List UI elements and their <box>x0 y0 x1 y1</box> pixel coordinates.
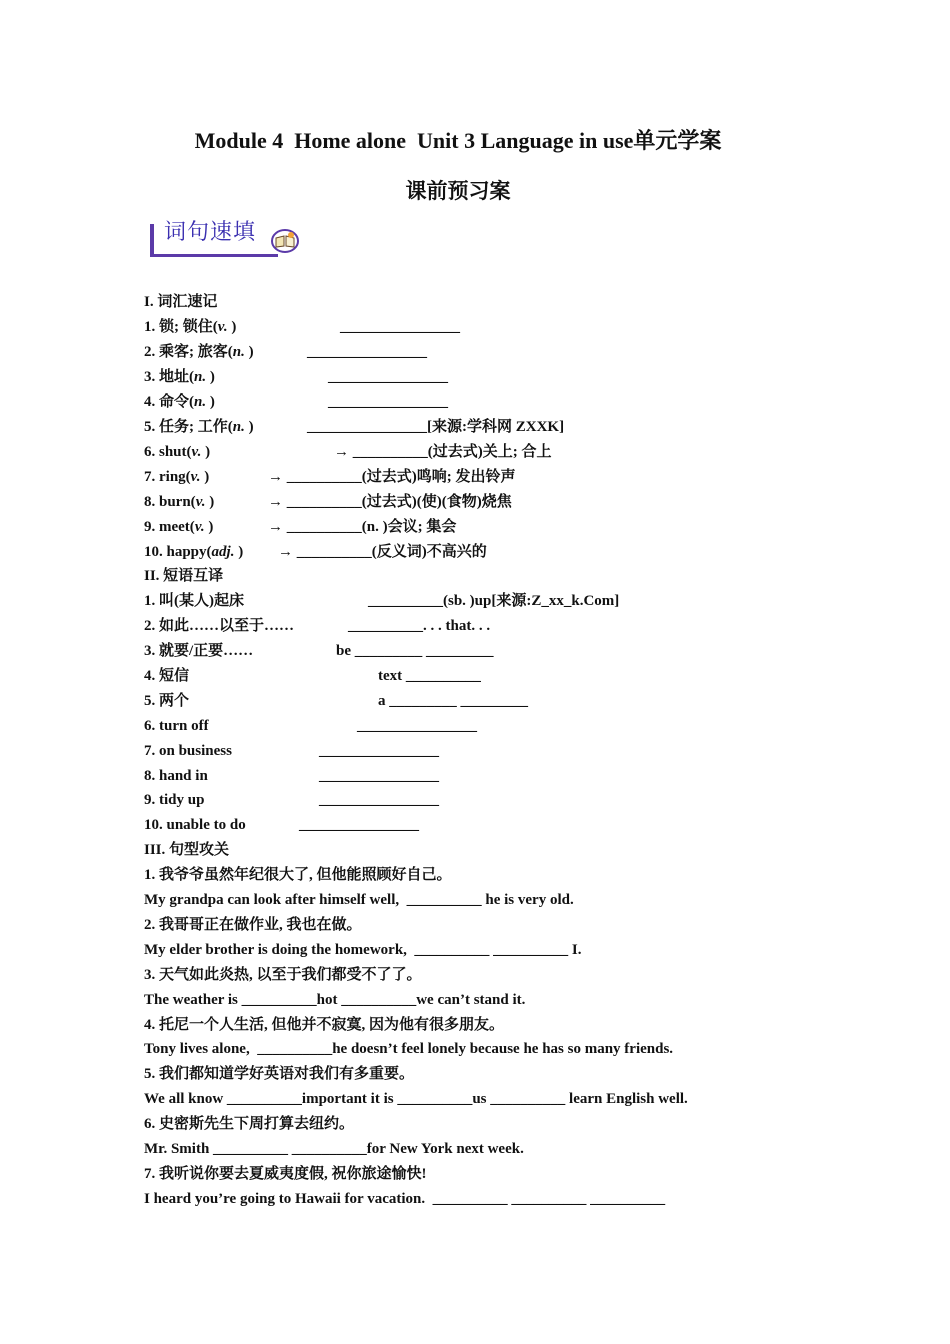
sentence-cn: 3. 天气如此炎热, 以至于我们都受不了了。 <box>144 967 422 983</box>
vocab-item: 4. 命令(n. ) <box>144 394 215 410</box>
phrase-answer[interactable]: ________________ <box>319 743 439 759</box>
vocab-blank[interactable]: → __________(过去式)(使)(食物)烧焦 <box>268 494 512 510</box>
vocab-item: 2. 乘客; 旅客(n. ) <box>144 344 254 360</box>
vocab-blank[interactable]: → __________(过去式)鸣响; 发出铃声 <box>268 469 516 485</box>
phrase-answer[interactable]: ________________ <box>357 718 477 734</box>
sentence-en[interactable]: We all know __________important it is __________us __________ learn English well. <box>144 1091 688 1107</box>
phrase-prompt: 8. hand in <box>144 768 208 784</box>
section-sentences-heading: III. 句型攻关 <box>144 842 230 858</box>
phrase-prompt: 10. unable to do <box>144 817 246 833</box>
vocab-blank[interactable]: → __________(过去式)关上; 合上 <box>334 444 552 460</box>
vocab-blank[interactable]: ________________ <box>328 394 448 410</box>
vocab-item: 5. 任务; 工作(n. ) <box>144 419 254 435</box>
phrase-answer[interactable]: be _________ _________ <box>336 643 494 659</box>
vocab-blank[interactable]: ________________ <box>340 319 460 335</box>
section-badge <box>150 218 302 262</box>
sentence-en[interactable]: Tony lives alone, __________he doesn’t feel lonely because he has so many friends. <box>144 1041 674 1057</box>
sentence-en[interactable]: My elder brother is doing the homework, __________ __________ I. <box>144 942 582 958</box>
phrase-prompt: 1. 叫(某人)起床 <box>144 593 244 609</box>
badge-label: 词句速填 <box>164 220 257 245</box>
sentence-en[interactable]: My grandpa can look after himself well, __________ he is very old. <box>144 892 574 908</box>
phrase-answer[interactable]: text __________ <box>378 668 481 684</box>
phrase-answer[interactable]: ________________ <box>299 817 419 833</box>
section-phrases-heading: II. 短语互译 <box>144 568 224 584</box>
sentence-cn: 2. 我哥哥正在做作业, 我也在做。 <box>144 917 362 933</box>
phrase-prompt: 7. on business <box>144 743 232 759</box>
phrase-prompt: 5. 两个 <box>144 693 190 709</box>
vocab-item: 3. 地址(n. ) <box>144 369 215 385</box>
sentence-en[interactable]: The weather is __________hot __________we can’t stand it. <box>144 992 526 1008</box>
sentence-en[interactable]: Mr. Smith __________ __________for New York next week. <box>144 1141 524 1157</box>
section-vocab-heading: I. 词汇速记 <box>144 294 218 310</box>
sentence-cn: 4. 托尼一个人生活, 但他并不寂寞, 因为他有很多朋友。 <box>144 1017 505 1033</box>
sentence-cn: 7. 我听说你要去夏威夷度假, 祝你旅途愉快! <box>144 1166 427 1182</box>
phrase-prompt: 2. 如此……以至于…… <box>144 618 295 634</box>
sentence-cn: 1. 我爷爷虽然年纪很大了, 但他能照顾好自己。 <box>144 867 452 883</box>
vocab-blank[interactable]: ________________ <box>328 369 448 385</box>
vocab-blank[interactable]: ________________[来源:学科网 ZXXK] <box>307 419 565 435</box>
phrase-answer[interactable]: a _________ _________ <box>378 693 528 709</box>
phrase-prompt: 9. tidy up <box>144 792 205 808</box>
vocab-item: 8. burn(v. ) <box>144 494 215 510</box>
vocab-blank[interactable]: → __________(n. )会议; 集会 <box>268 519 457 535</box>
sentence-cn: 6. 史密斯先生下周打算去纽约。 <box>144 1116 355 1132</box>
vocab-item: 10. happy(adj. ) <box>144 544 244 560</box>
document-subtitle: 课前预习案 <box>405 179 511 203</box>
phrase-answer[interactable]: __________. . . that. . . <box>348 618 491 634</box>
phrase-answer[interactable]: __________(sb. )up[来源:Z_xx_k.Com] <box>368 593 620 609</box>
phrase-prompt: 4. 短信 <box>144 668 190 684</box>
open-book-icon <box>270 228 300 254</box>
sentence-en[interactable]: I heard you’re going to Hawaii for vacation. __________ __________ __________ <box>144 1191 666 1207</box>
vocab-blank[interactable]: ________________ <box>307 344 427 360</box>
phrase-prompt: 6. turn off <box>144 718 209 734</box>
document-title: Module 4 Home alone Unit 3 Language in use单元学案 <box>194 128 722 153</box>
phrase-prompt: 3. 就要/正要…… <box>144 643 254 659</box>
phrase-answer[interactable]: ________________ <box>319 768 439 784</box>
sentence-cn: 5. 我们都知道学好英语对我们有多重要。 <box>144 1066 415 1082</box>
vocab-item: 7. ring(v. ) <box>144 469 210 485</box>
vocab-item: 1. 锁; 锁住(v. ) <box>144 319 237 335</box>
vocab-item: 9. meet(v. ) <box>144 519 214 535</box>
vocab-blank[interactable]: → __________(反义词)不高兴的 <box>278 544 487 560</box>
vocab-item: 6. shut(v. ) <box>144 444 211 460</box>
phrase-answer[interactable]: ________________ <box>319 792 439 808</box>
